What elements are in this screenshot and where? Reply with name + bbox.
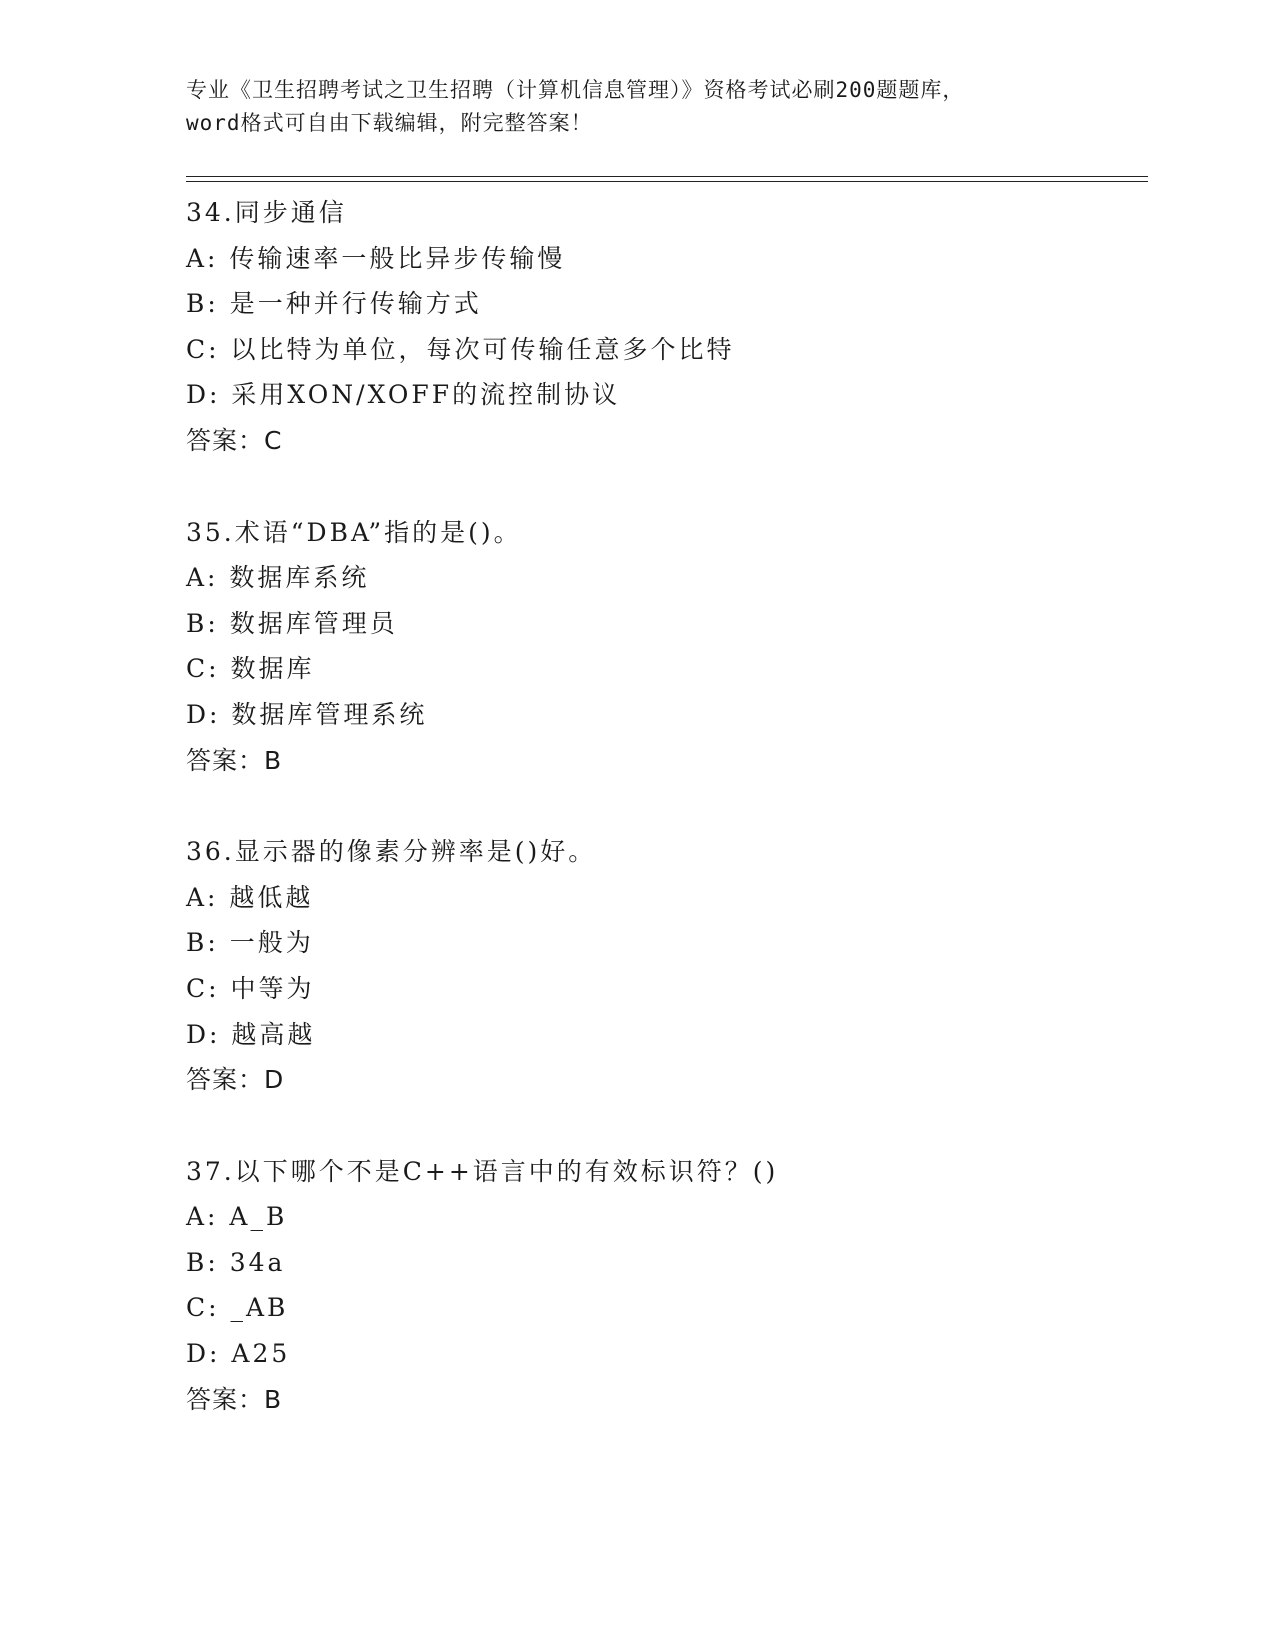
question-37: [186, 1149, 1146, 1423]
option-c: C: 数据库: [186, 654, 315, 684]
option-b: B: 数据库管理员: [186, 608, 398, 638]
option-b: B: 34a: [186, 1247, 286, 1277]
option-b: B: 是一种并行传输方式: [186, 289, 482, 319]
question-34: [186, 190, 1146, 464]
option-c: C: 以比特为单位，每次可传输任意多个比特: [186, 334, 735, 364]
option-d: D: A25: [186, 1339, 291, 1369]
option-b: B: 一般为: [186, 928, 314, 958]
header-line-2: word格式可自由下载编辑，附完整答案！: [186, 111, 593, 135]
answer-line: 答案：C: [186, 425, 283, 455]
option-a: A: 越低越: [186, 882, 314, 912]
option-d: D: 越高越: [186, 1019, 316, 1049]
option-c: C: _AB: [186, 1293, 289, 1323]
header-line-1: 专业《卫生招聘考试之卫生招聘（计算机信息管理）》资格考试必刷200题题库，: [186, 78, 965, 102]
question-stem: 37.以下哪个不是C++语言中的有效标识符？(): [186, 1156, 779, 1186]
answer-line: 答案：B: [186, 1384, 283, 1414]
question-stem: 35.术语“DBA”指的是()。: [186, 517, 522, 547]
question-36: [186, 829, 1146, 1103]
question-35: [186, 510, 1146, 784]
option-a: A: A_B: [186, 1202, 288, 1232]
document-header: [186, 74, 1086, 140]
answer-line: 答案：B: [186, 745, 283, 775]
header-divider-top: [186, 176, 1148, 177]
option-a: A: 传输速率一般比异步传输慢: [186, 243, 566, 273]
question-stem: 34.同步通信: [186, 198, 347, 227]
header-divider-bottom: [186, 181, 1148, 182]
option-c: C: 中等为: [186, 973, 315, 1003]
option-a: A: 数据库系统: [186, 563, 370, 593]
answer-line: 答案：D: [186, 1065, 285, 1095]
question-stem: 36.显示器的像素分辨率是()好。: [186, 837, 597, 867]
question-list: [186, 190, 1146, 1468]
option-d: D: 数据库管理系统: [186, 699, 428, 729]
option-d: D: 采用XON/XOFF的流控制协议: [186, 380, 621, 410]
